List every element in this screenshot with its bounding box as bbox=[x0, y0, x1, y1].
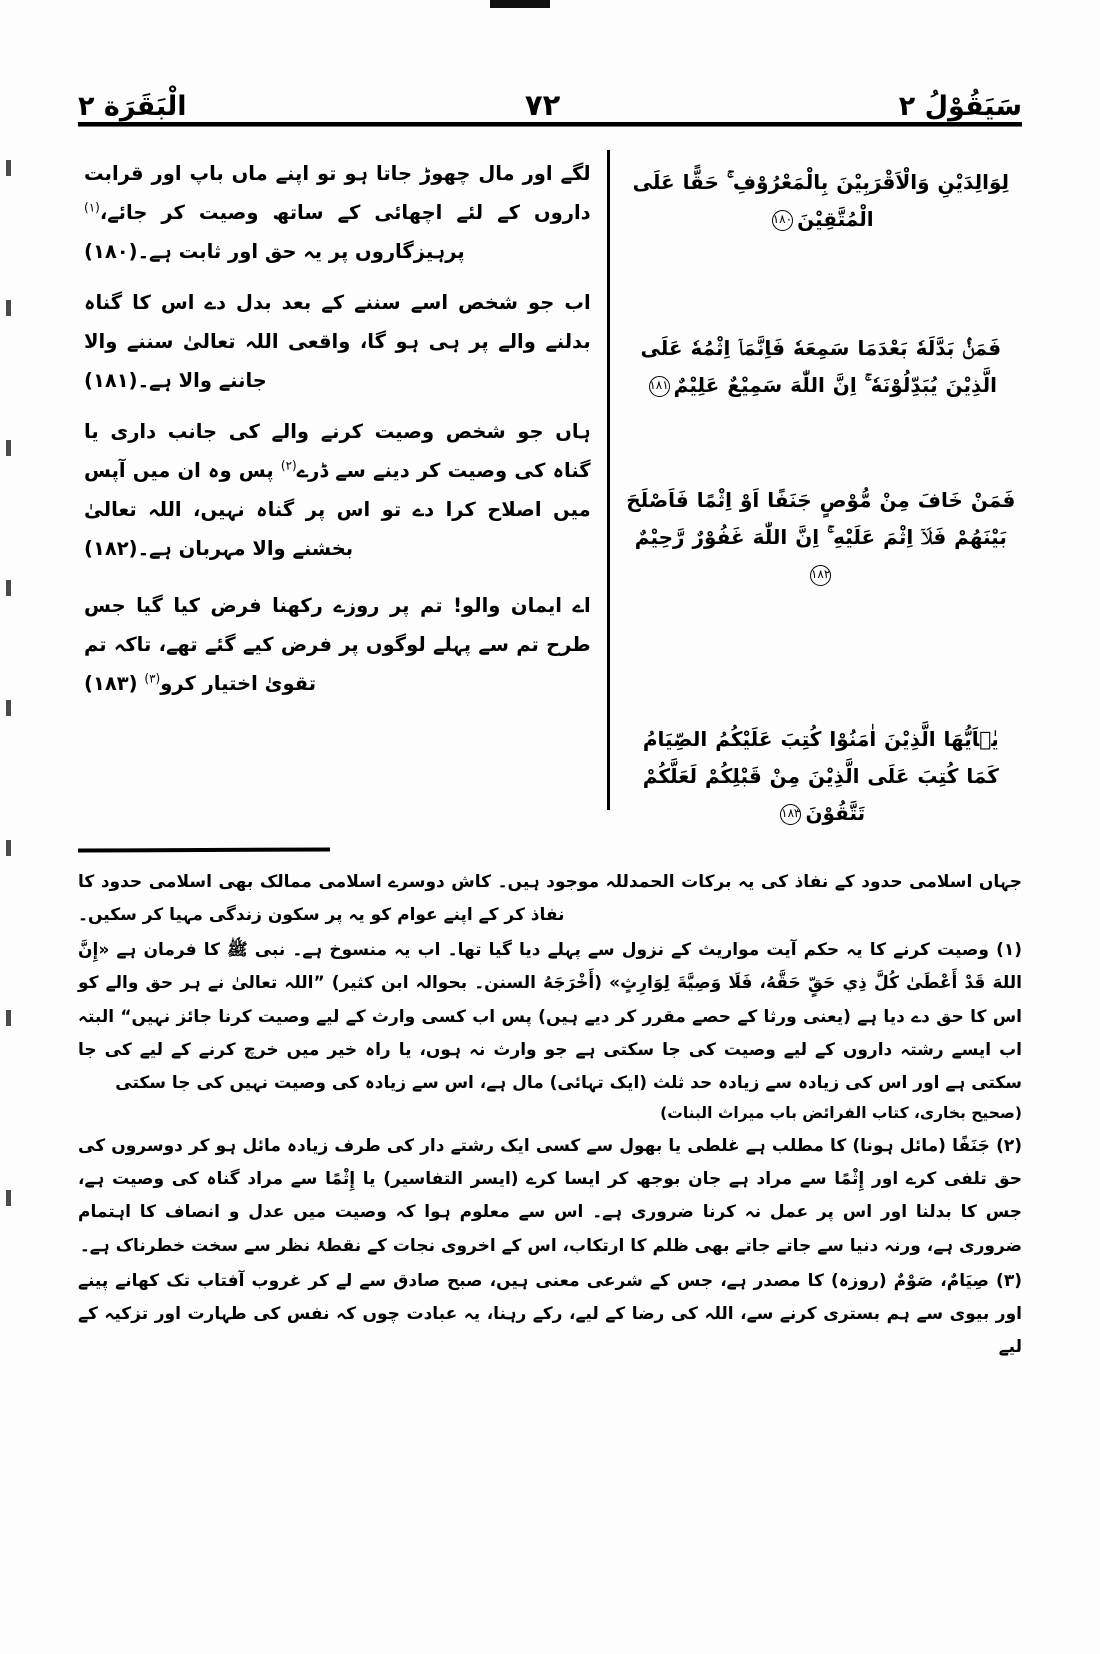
footnote-text: صِیَامٌ، صَوْمٌ (روزہ) کا مصدر ہے، جس کے شرعی معنی ہیں، صبح صادق سے لے کر غروب آفتاب تک کھانے پینے اور بیوی سے ہم بستری کرنے سے، اللہ کی رضا کے لیے، رکے رہنا، یہ عبادت چوں کہ نفس کی طہارت اور تزکیہ کے لیے bbox=[78, 1270, 1022, 1358]
ayah-text: يٰۤاَيُّهَا الَّذِيْنَ اٰمَنُوْا كُتِبَ عَلَيْكُمُ الصِّيَامُ كَمَا كُتِبَ عَلَى الَّذِيْنَ مِنْ قَبْلِكُمْ لَعَلَّكُمْ تَتَّقُوْنَ bbox=[642, 727, 999, 825]
translation-tail: پس وہ ان میں آپس میں اصلاح کرا دے تو اس پر گناہ نہیں، اللہ تعالیٰ بخشنے والا مہربان ہے۔ bbox=[84, 459, 591, 560]
footnote-text: وصیت کرنے کا یہ حکم آیت مواریث کے نزول سے پہلے دیا گیا تھا۔ اب یہ منسوخ ہے۔ نبی ﷺ کا فرمان ہے «إِنَّ اللهَ قَدْ أَعْطَىٰ كُلَّ ذِي حَقٍّ حَقَّهُ، فَلَا وَصِيَّةَ لِوَارِثٍ» (أَخْرَجَهُ السنن۔ بحوالہ ابن کثیر) ”اللہ تعالیٰ نے ہر حق والے کو اس کا حق دے دیا ہے (یعنی ورثا کے حصے مقرر کر دیے ہیں) پس اب کسی وارث کے لیے وصیت کرنا جائز نہیں“ البتہ اب ایسے رشتہ داروں کے لیے وصیت کی جا سکتی ہے جو وارث نہ ہوں، یا راہ خیر میں خرچ کرنے کے لیے کی جا سکتی ہے اور اس کی زیادہ سے زیادہ حد ثلث (ایک تہائی) مال ہے، اس سے زیادہ کی وصیت نہیں کی جا سکتی bbox=[78, 940, 1022, 1093]
urdu-translation-column bbox=[78, 150, 607, 810]
translation-block bbox=[84, 154, 591, 271]
ayah-text: لِوَالِدَيْنِ وَالْاَقْرَبِيْنَ بِالْمَعْرُوْفِ ۚ حَقًّا عَلَى الْمُتَّقِيْنَ bbox=[632, 170, 1010, 231]
footnote-marker: (٢) bbox=[996, 1136, 1023, 1157]
scan-edge-artifacts bbox=[6, 0, 20, 1654]
ayah-text: فَمَنْ خَافَ مِنْ مُّوْصٍ جَنَفًا اَوْ اِثْمًا فَاَصْلَحَ بَيْنَهُمْ فَلَاۤ اِثْمَ عَلَيْهِ ۚ اِنَّ اللّٰهَ غَفُوْرٌ رَّحِيْمٌ bbox=[626, 488, 1016, 549]
header-divider bbox=[78, 122, 1022, 126]
ayah-marker: ١٨٠ bbox=[772, 210, 793, 231]
verse-number: (١٨٢) bbox=[84, 537, 138, 560]
footnote-ref: (٢) bbox=[280, 458, 297, 473]
footnote-ref: (١) bbox=[84, 200, 100, 215]
juz-label: سَيَقُوْلُ ٢ bbox=[898, 91, 1022, 122]
translation-block bbox=[84, 586, 591, 703]
ayah-block bbox=[624, 721, 1018, 832]
translation-text: ہاں جو شخص وصیت کرنے والے کی جانب داری یا گناہ کی وصیت کر دینے سے ڈرے bbox=[84, 420, 591, 482]
translation-block bbox=[84, 283, 591, 400]
footnote-ref: (٣) bbox=[144, 671, 161, 686]
footnote-text: جَنَفًا (مائل ہونا) کا مطلب ہے غلطی یا بھول سے کسی ایک رشتے دار کی طرف زیادہ مائل ہو کر دوسروں کی حق تلفی کرے اور إِثْمًا سے مراد ہے جان بوجھ کر ایسا کرے (ایسر التفاسیر) یا إِثْمًا سے مراد گناہ کی وصیت ہے، جس کا بدلنا اور اس پر عمل نہ کرنا ضروری ہے۔ اس سے معلوم ہوا کہ وصیت میں عدل و انصاف کا اہتمام ضروری ہے، ورنہ دنیا سے جاتے جاتے بھی ظلم کا ارتکاب، اس کے اخروی نجات کے نقطۂ نظر سے سخت خطرناک ہے۔ bbox=[78, 1136, 1022, 1256]
verse-number: (١٨٣) bbox=[84, 672, 138, 695]
ayah-text: فَمَنْۢ بَدَّلَهٗ بَعْدَمَا سَمِعَهٗ فَاِنَّمَاۤ اِثْمُهٗ عَلَى الَّذِيْنَ يُبَدِّلُوْنَهٗ ۚ اِنَّ اللّٰهَ سَمِيْعٌ عَلِيْمٌ bbox=[640, 336, 1002, 397]
footnote-marker: (١) bbox=[996, 940, 1023, 961]
ayah-block bbox=[624, 164, 1018, 238]
ayah-marker: ١٨٢ bbox=[810, 565, 831, 586]
page-number: ٧٢ bbox=[524, 88, 561, 122]
ayah-block bbox=[624, 330, 1018, 404]
verse-area bbox=[78, 150, 1022, 825]
ayah-marker: ١٨٣ bbox=[780, 804, 801, 825]
ayah-block bbox=[624, 482, 1018, 593]
footnote-item bbox=[78, 1265, 1022, 1364]
footnote-marker: (٣) bbox=[996, 1270, 1022, 1291]
page-header bbox=[78, 58, 1022, 120]
footnote-continued bbox=[78, 866, 1022, 932]
footnote-citation: (صحیح بخاری، کتاب الفرائض باب میراث البنات) bbox=[660, 1103, 1022, 1122]
translation-text: اے ایمان والو! تم پر روزے رکھنا فرض کیا گیا جس طرح تم سے پہلے لوگوں پر فرض کیے گئے تھے، تاکہ تم تقویٰ اختیار کرو bbox=[84, 594, 591, 695]
footnote-area bbox=[78, 866, 1022, 1644]
ayah-marker: ١٨١ bbox=[649, 376, 670, 397]
translation-tail: پرہیزگاروں پر یہ حق اور ثابت ہے۔ bbox=[137, 240, 465, 263]
arabic-column bbox=[607, 150, 1022, 825]
translation-block bbox=[84, 412, 591, 568]
scan-trim-artifact bbox=[490, 0, 550, 8]
surah-label: الْبَقَرَة ٢ bbox=[78, 91, 187, 122]
verse-number: (١٨١) bbox=[84, 369, 138, 392]
verse-number: (١٨٠) bbox=[84, 240, 138, 263]
translation-text: لگے اور مال چھوڑ جاتا ہو تو اپنے ماں باپ اور قرابت داروں کے لئے اچھائی کے ساتھ وصیت کر جائے، bbox=[84, 162, 591, 224]
footnote-text: جہاں اسلامی حدود کے نفاذ کی یہ برکات الحمدللہ موجود ہیں۔ کاش دوسرے اسلامی ممالک بھی اسلامی حدود کا نفاذ کر کے اپنے عوام کو یہ پر سکون زندگی مہیا کر سکیں۔ bbox=[78, 872, 1022, 926]
translation-text: اب جو شخص اسے سننے کے بعد بدل دے اس کا گناہ بدلنے والے پر ہی ہو گا، واقعی اللہ تعالیٰ سننے والا جاننے والا ہے۔ bbox=[84, 291, 591, 392]
footnote-item bbox=[78, 1130, 1022, 1263]
footnote-item bbox=[78, 934, 1022, 1128]
footnote-divider bbox=[78, 847, 330, 852]
